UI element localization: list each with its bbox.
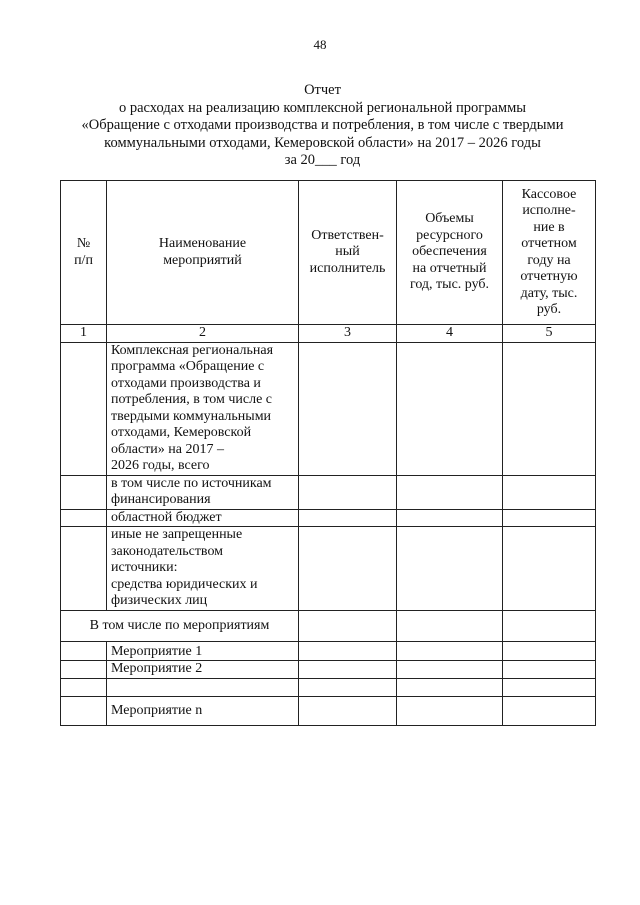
table-cell <box>61 679 107 697</box>
table-cell <box>61 475 107 509</box>
table-cell <box>397 679 503 697</box>
table-cell <box>107 679 299 697</box>
table-row-by-measures <box>61 611 596 642</box>
table-row-by-source <box>61 475 596 509</box>
table-cell <box>397 527 503 611</box>
other-sources-name: иные не запрещенные законодательством источники: средства юридических и физических лиц <box>107 527 299 611</box>
report-table <box>60 180 596 726</box>
table-cell <box>503 642 596 661</box>
table-row-other-sources <box>61 527 596 611</box>
program-total-name: Комплексная региональная программа «Обращение с отходами производства и потребления, в том числе с твердыми коммунальными отходами, Кемеровской области» на 2017 – 2026 годы, всего <box>107 342 299 475</box>
title-line-1: Отчет <box>304 82 341 98</box>
header-row <box>61 181 596 325</box>
column-number-row <box>61 325 596 343</box>
table-cell <box>299 475 397 509</box>
table-row-program-total <box>61 342 596 475</box>
table-cell <box>397 697 503 726</box>
column-number: 2 <box>107 325 299 343</box>
column-number: 1 <box>61 325 107 343</box>
header-cash-execution: Кассовое исполне- ние в отчетном году на отчетную дату, тыс. руб. <box>503 181 596 325</box>
title-line-5: за 20___ год <box>284 152 361 168</box>
by-source-name: в том числе по источникам финансирования <box>107 475 299 509</box>
regional-budget-name: областной бюджет <box>107 509 299 527</box>
table-row-measure-1 <box>61 642 596 661</box>
table-cell <box>397 642 503 661</box>
table-row-measure-n <box>61 697 596 726</box>
table-row-regional-budget <box>61 509 596 527</box>
header-number: № п/п <box>61 181 107 325</box>
table-cell <box>299 509 397 527</box>
table-cell <box>503 527 596 611</box>
table-cell <box>397 475 503 509</box>
column-number: 4 <box>397 325 503 343</box>
table-cell <box>299 642 397 661</box>
table-cell <box>299 679 397 697</box>
table-cell <box>503 661 596 679</box>
page-number: 48 <box>313 37 327 52</box>
table-cell <box>61 527 107 611</box>
table-cell <box>503 679 596 697</box>
measure-n-name: Мероприятие n <box>107 697 299 726</box>
table-cell <box>61 342 107 475</box>
table-cell <box>299 527 397 611</box>
title-line-3: «Обращение с отходами производства и потребления, в том числе с твердыми <box>81 117 564 133</box>
table-row-empty <box>61 679 596 697</box>
table-cell <box>503 697 596 726</box>
table-cell <box>397 611 503 642</box>
table-cell <box>503 509 596 527</box>
table-cell <box>61 697 107 726</box>
table-cell <box>299 697 397 726</box>
table-cell <box>61 642 107 661</box>
title-line-4: коммунальными отходами, Кемеровской области» на 2017 – 2026 годы <box>104 134 541 151</box>
title-line-2: о расходах на реализацию комплексной региональной программы <box>118 99 526 116</box>
by-measures-heading: В том числе по мероприятиям <box>61 611 299 642</box>
table-cell <box>503 342 596 475</box>
column-number: 3 <box>299 325 397 343</box>
table-cell <box>397 661 503 679</box>
table-cell <box>503 475 596 509</box>
table-cell <box>299 611 397 642</box>
header-responsible: Ответствен- ный исполнитель <box>299 181 397 325</box>
table-row-measure-2 <box>61 661 596 679</box>
column-number: 5 <box>503 325 596 343</box>
table-cell <box>397 342 503 475</box>
report-title <box>40 82 605 170</box>
measure-1-name: Мероприятие 1 <box>107 642 299 661</box>
table-cell <box>299 661 397 679</box>
header-resource-volume: Объемы ресурсного обеспечения на отчетный год, тыс. руб. <box>397 181 503 325</box>
table-cell <box>299 342 397 475</box>
table-cell <box>61 661 107 679</box>
table-cell <box>397 509 503 527</box>
table-cell <box>61 509 107 527</box>
table-cell <box>503 611 596 642</box>
header-measure-name: Наименование мероприятий <box>107 181 299 325</box>
measure-2-name: Мероприятие 2 <box>107 661 299 679</box>
